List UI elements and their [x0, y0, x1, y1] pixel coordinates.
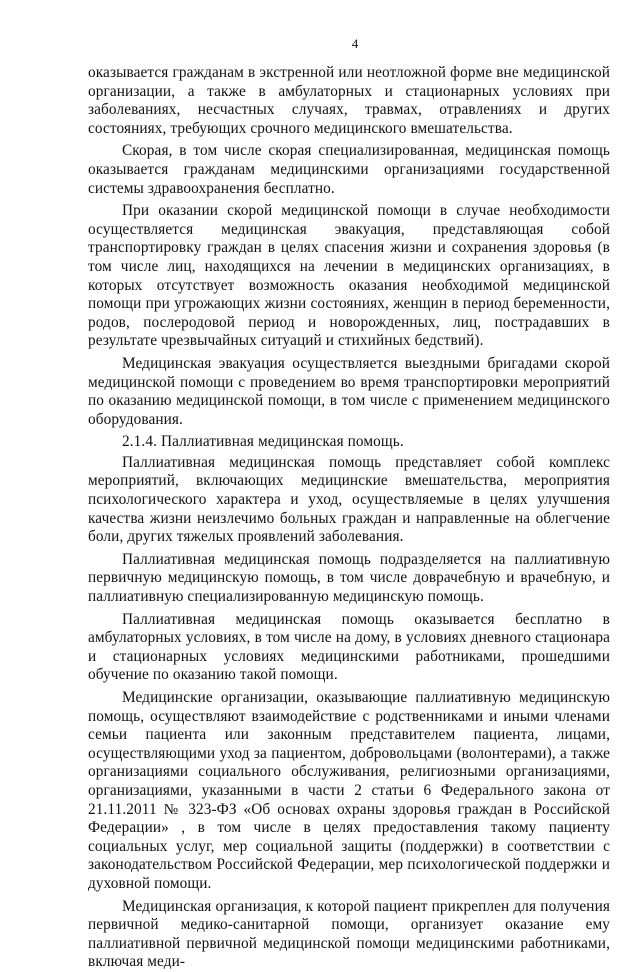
paragraph-evacuation-teams: Медицинская эвакуация осуществляется выездными бригадами скорой медицинской помощи с проведением во время транспортировки мероприятий по оказанию медицинской помощи, в том числе с применением медицинского оборудования.	[88, 354, 610, 428]
paragraph-palliative-types: Паллиативная медицинская помощь подразделяется на паллиативную первичную медицинскую помощь, в том числе доврачебную и врачебную, и паллиативную специализированную медицинскую помощь.	[88, 550, 610, 606]
paragraph-primary-care-organization: Медицинская организация, к которой пациент прикреплен для получения первичной медико-санитарной помощи, организует оказание ему паллиативной первичной медицинской помощи медицинскими работниками, включая меди-	[88, 897, 610, 971]
paragraph-medical-evacuation: При оказании скорой медицинской помощи в случае необходимости осуществляется медицинская эвакуация, представляющая собой транспортировку граждан в целях спасения жизни и сохранения здоровья (в том числе лиц, находящихся на лечении в медицинских организациях, в которых отсутствует возможность оказания необходимой медицинской помощи при угрожающих жизни состояниях, женщин в период беременности, родов, послеродовой период и новорожденных, лиц, пострадавших в результате чрезвычайных ситуаций и стихийных бедствий).	[88, 202, 610, 350]
paragraph-palliative-definition: Паллиативная медицинская помощь представляет собой комплекс мероприятий, включающих медицинские вмешательства, мероприятия психологического характера и уход, осуществляемые в целях улучшения качества жизни неизлечимо больных граждан и направленные на облегчение боли, других тяжелых проявлений заболевания.	[88, 453, 610, 546]
page-number: 4	[351, 36, 359, 51]
paragraph-palliative-free: Паллиативная медицинская помощь оказывается бесплатно в амбулаторных условиях, в том числе на дому, в условиях дневного стационара и стационарных условиях медицинскими работниками, прошедшими обучение по оказанию такой помощи.	[88, 610, 610, 684]
paragraph-palliative-interaction: Медицинские организации, оказывающие паллиативную медицинскую помощь, осуществляют взаимодействие с родственниками и иными членами семьи пациента или законным представителем пациента, лицами, осуществляющими уход за пациентом, добровольцами (волонтерами), а также организациями социального обслуживания, религиозными организациями, организациями, указанными в части 2 статьи 6 Федерального закона от 21.11.2011 № 323-ФЗ «Об основах охраны здоровья граждан в Российской Федерации» , в том числе в целях предоставления такому пациенту социальных услуг, мер социальной защиты (поддержки) в соответствии с законодательством Российской Федерации, мер психологической поддержки и духовной помощи.	[88, 689, 610, 892]
section-heading-palliative: 2.1.4. Паллиативная медицинская помощь.	[122, 433, 404, 451]
paragraph-ambulance-free: Скорая, в том числе скорая специализированная, медицинская помощь оказывается гражданам медицинскими организациями государственной системы здравоохранения бесплатно.	[88, 142, 610, 197]
paragraph-emergency-care-continuation: оказывается гражданам в экстренной или неотложной форме вне медицинской организации, а также в амбулаторных и стационарных условиях при заболеваниях, несчастных случаях, травмах, отравлениях и других состояниях, требующих срочного медицинского вмешательства.	[88, 64, 610, 137]
